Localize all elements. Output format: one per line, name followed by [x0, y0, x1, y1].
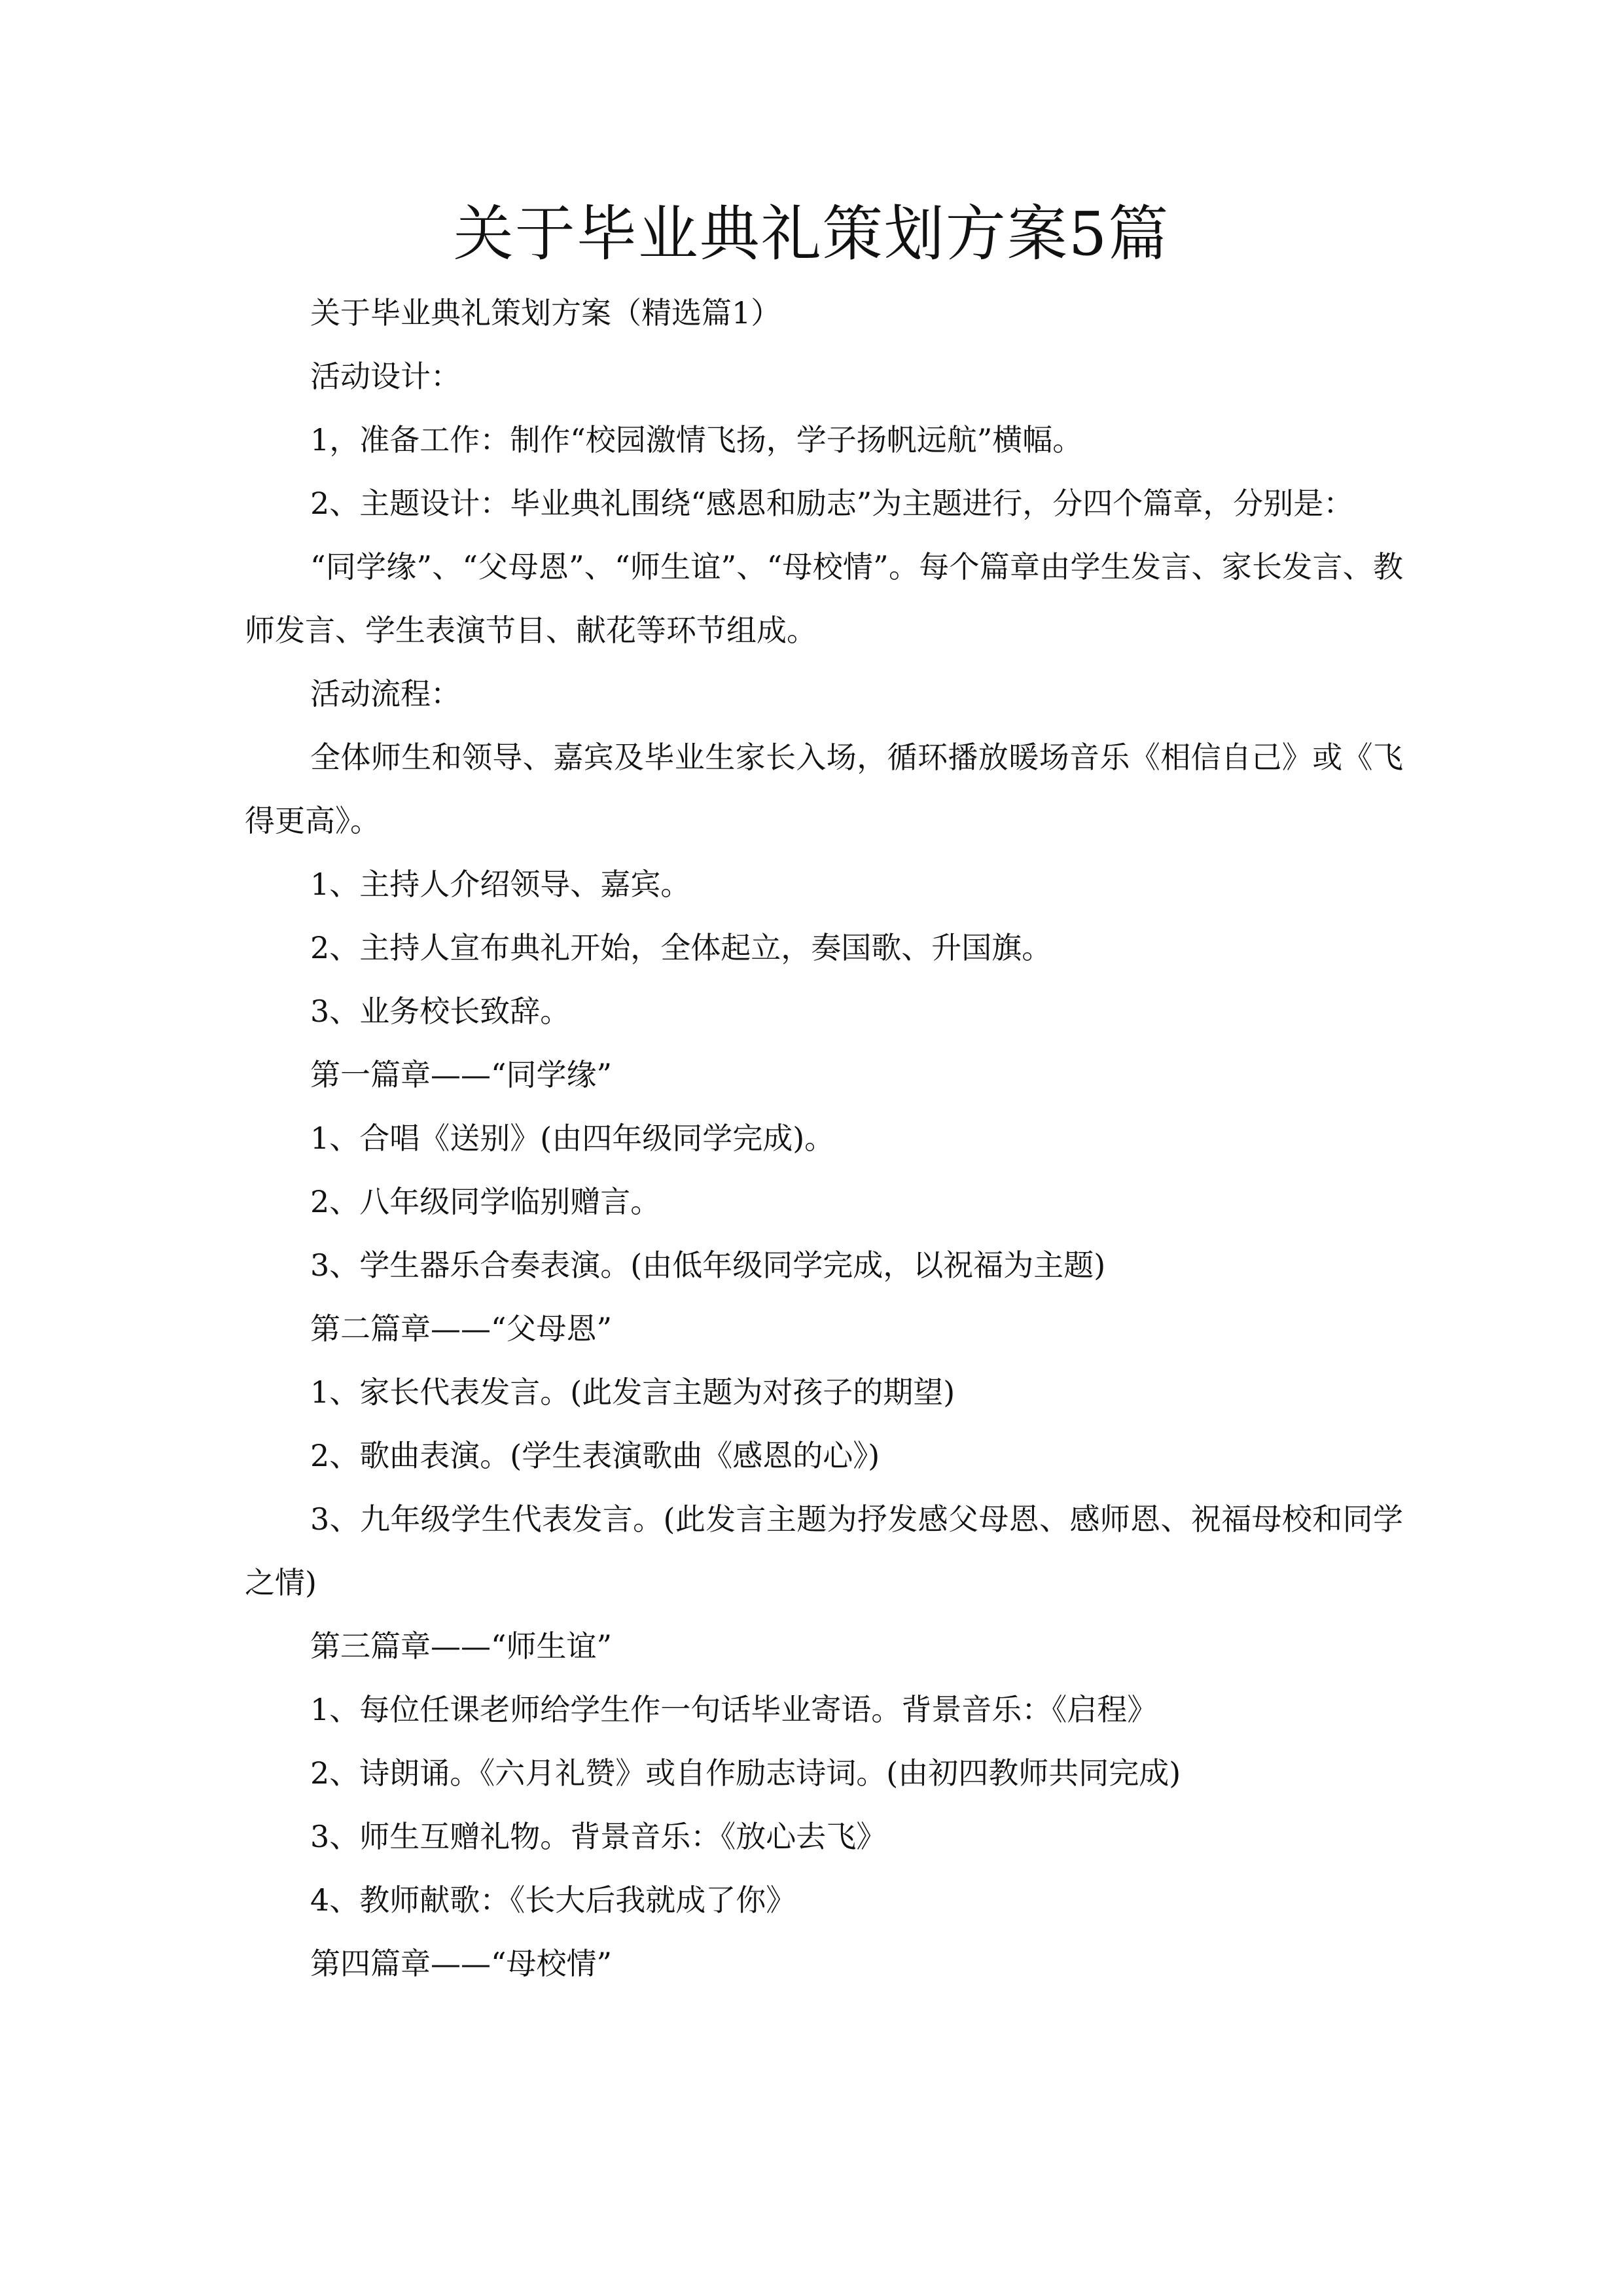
document-body: [245, 281, 1403, 1996]
paragraph: 2、诗朗诵。《六月礼赞》或自作励志诗词。(由初四教师共同完成): [310, 1755, 1181, 1791]
paragraph: 第四篇章——“母校情”: [310, 1946, 613, 1981]
paragraph: 1、每位任课老师给学生作一句话毕业寄语。背景音乐：《启程》: [310, 1692, 1158, 1727]
paragraph: 全体师生和领导、嘉宾及毕业生家长入场，循环播放暖场音乐《相信自己》或《飞得更高》。: [245, 740, 1403, 838]
paragraph: 第二篇章——“父母恩”: [310, 1311, 613, 1346]
paragraph: 2、八年级同学临别赠言。: [310, 1184, 661, 1219]
paragraph: 2、主题设计：毕业典礼围绕“感恩和励志”为主题进行，分四个篇章，分别是：: [310, 486, 1354, 521]
paragraph: 1、家长代表发言。(此发言主题为对孩子的期望): [310, 1374, 955, 1410]
paragraph: 1、主持人介绍领导、嘉宾。: [310, 867, 691, 902]
paragraph: “同学缘”、“父母恩”、“师生谊”、“母校情”。每个篇章由学生发言、家长发言、教师发言、学生表演节目、献花等环节组成。: [245, 549, 1403, 648]
paragraph: 第三篇章——“师生谊”: [310, 1628, 613, 1664]
paragraph: 3、师生互赠礼物。背景音乐：《放心去飞》: [310, 1819, 887, 1854]
paragraph: 1、合唱《送别》(由四年级同学完成)。: [310, 1121, 835, 1156]
paragraph: 3、九年级学生代表发言。(此发言主题为抒发感父母恩、感师恩、祝福母校和同学之情): [245, 1501, 1403, 1600]
document-title: 关于毕业典礼策划方案5篇: [453, 199, 1170, 269]
paragraph: 活动流程：: [310, 676, 461, 711]
paragraph: 第一篇章——“同学缘”: [310, 1057, 613, 1092]
paragraph: 关于毕业典礼策划方案（精选篇1）: [310, 295, 781, 331]
paragraph: 活动设计：: [310, 359, 461, 394]
paragraph: 1，准备工作：制作“校园激情飞扬，学子扬帆远航”横幅。: [310, 422, 1083, 457]
paragraph: 2、主持人宣布典礼开始，全体起立，奏国歌、升国旗。: [310, 930, 1052, 965]
paragraph: 3、学生器乐合奏表演。(由低年级同学完成，以祝福为主题): [310, 1247, 1106, 1283]
paragraph: 4、教师献歌：《长大后我就成了你》: [310, 1882, 796, 1918]
paragraph: 3、业务校长致辞。: [310, 994, 571, 1029]
paragraph: 2、歌曲表演。(学生表演歌曲《感恩的心》): [310, 1438, 880, 1473]
